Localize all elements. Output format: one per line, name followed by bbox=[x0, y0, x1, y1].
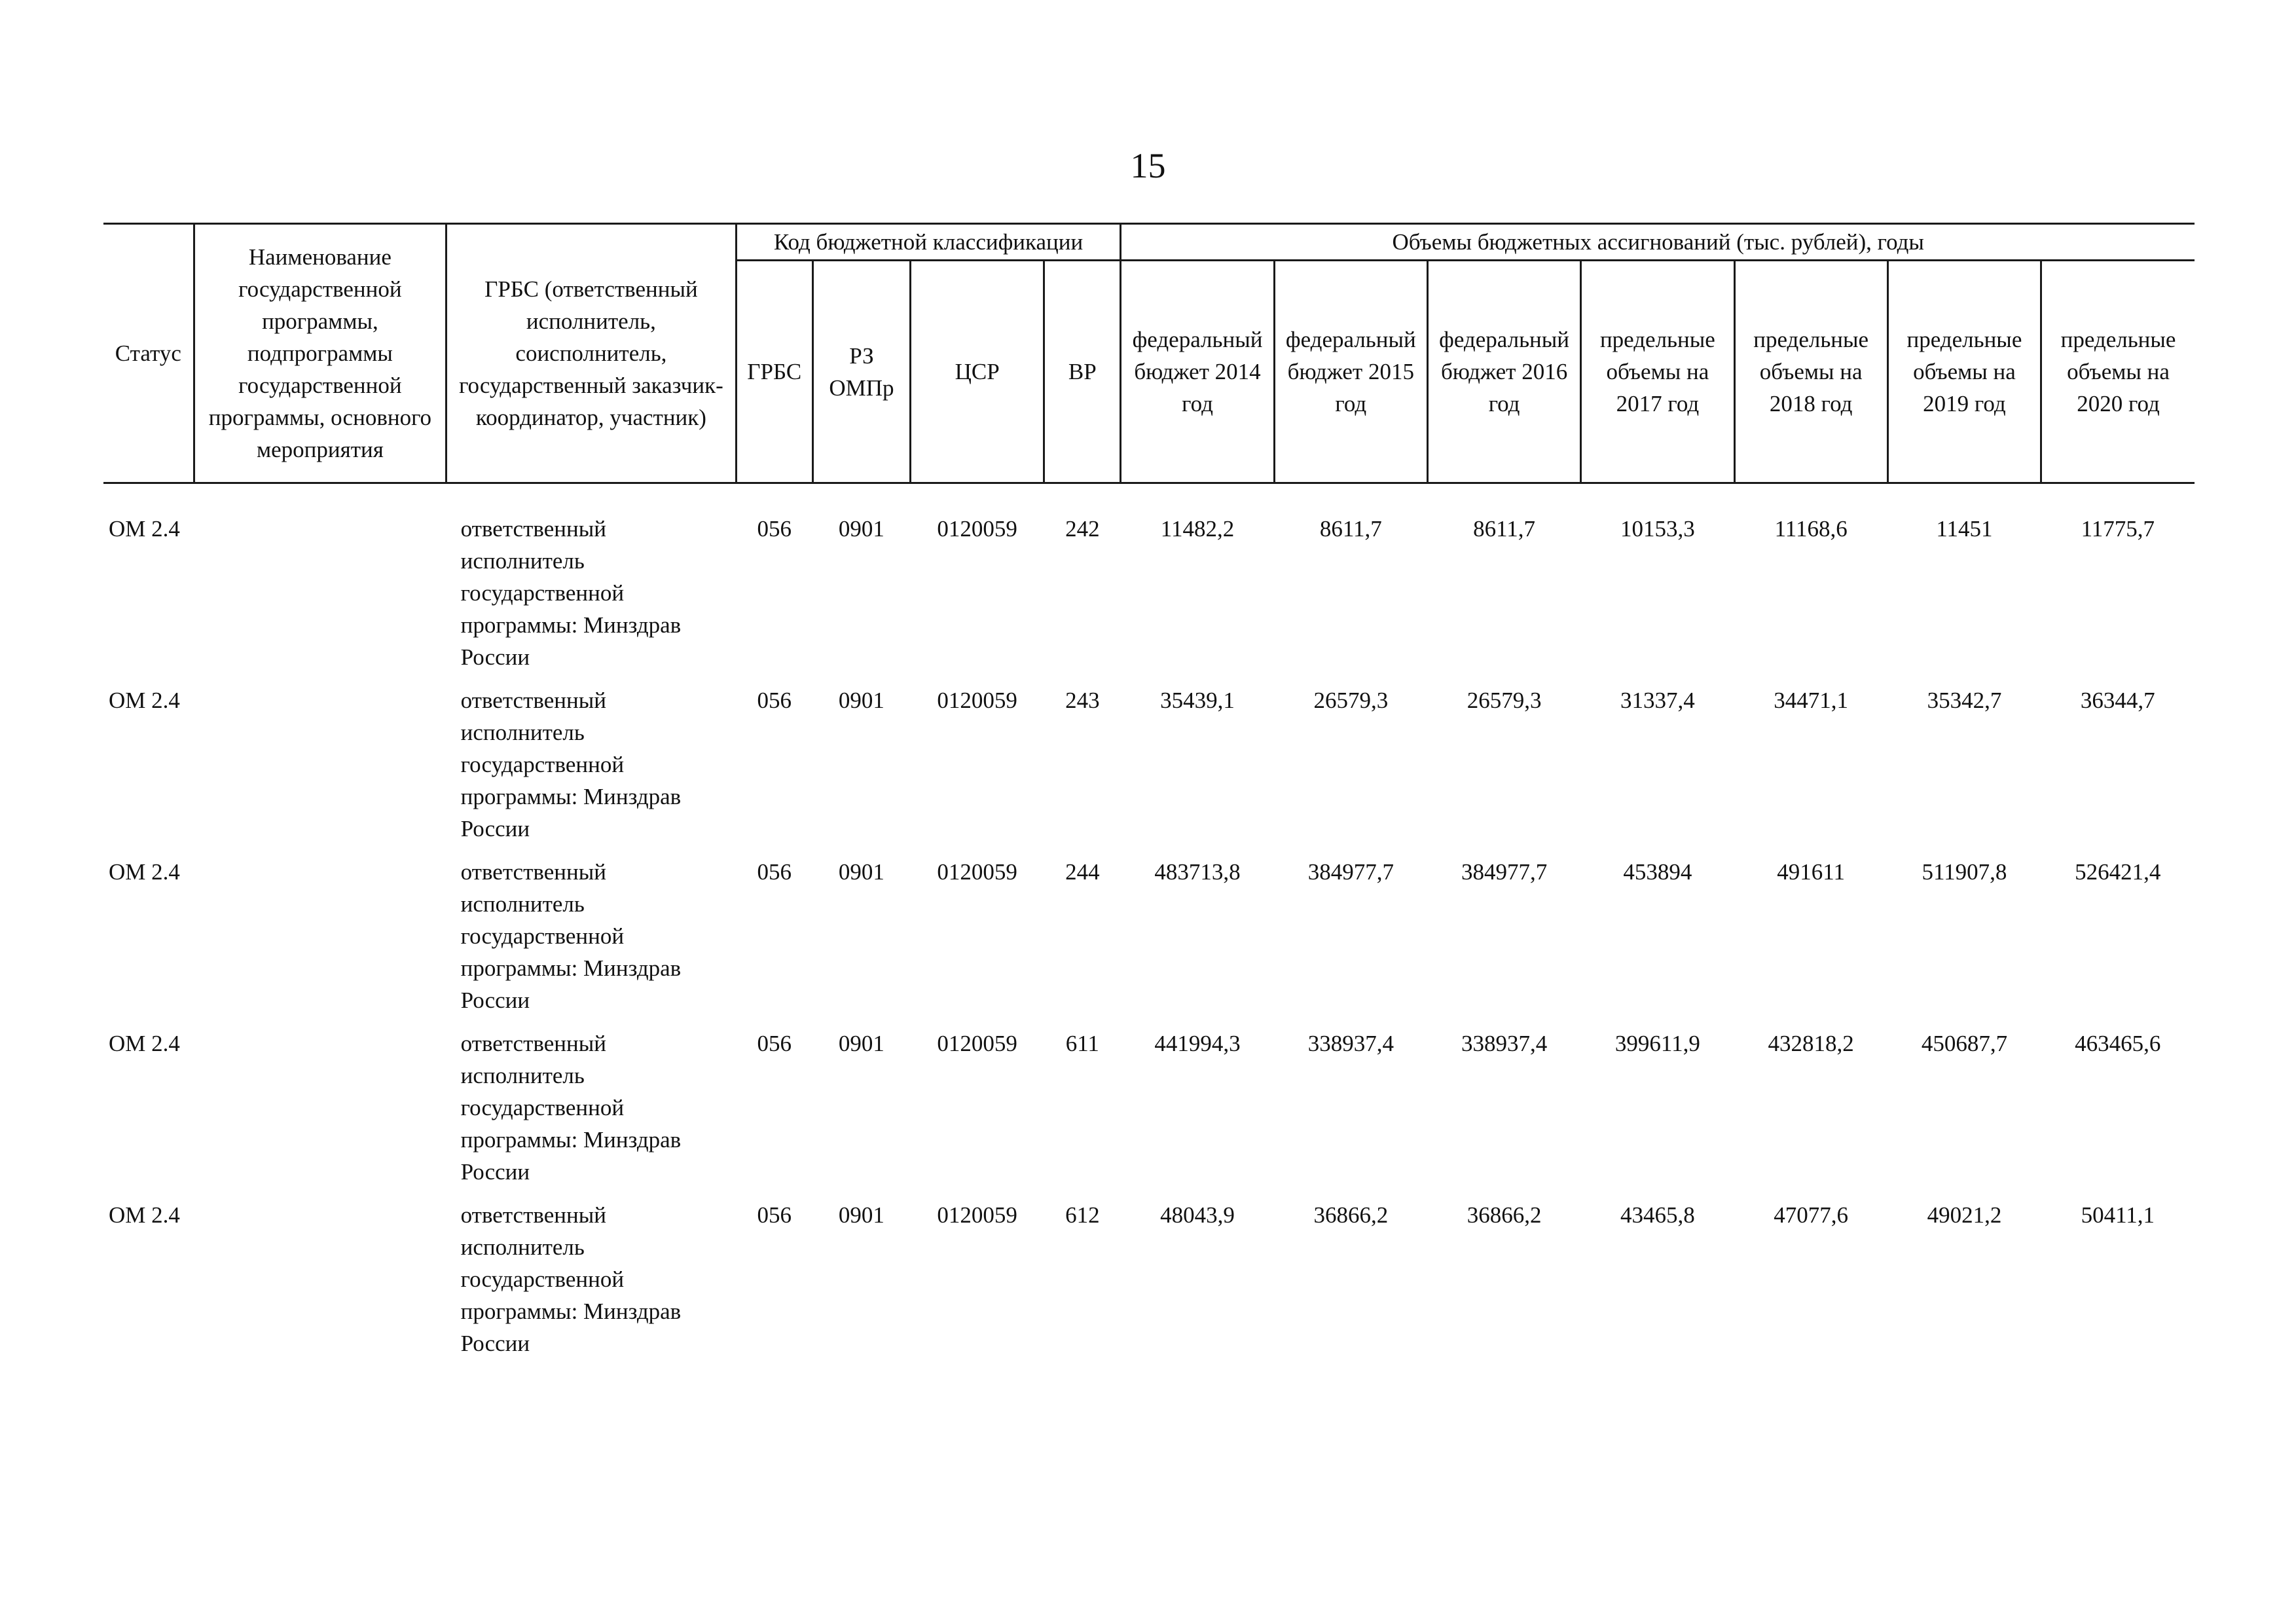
cell-value-2016: 338937,4 bbox=[1461, 1031, 1548, 1056]
cell-code-vr: 612 bbox=[1065, 1202, 1100, 1228]
header-grbs-responsible: ГРБС (ответственный исполнитель, соисполнитель, государственный заказчик-координатор, участник) bbox=[446, 224, 737, 483]
cell-code-rz: 0901 bbox=[838, 688, 884, 713]
cell-code-rz: 0901 bbox=[838, 1202, 884, 1228]
cell-code-grbs: 056 bbox=[757, 688, 792, 713]
cell-value-2014: 441994,3 bbox=[1154, 1031, 1241, 1056]
cell-code-vr: 243 bbox=[1065, 688, 1100, 713]
header-year-2015: федеральный бюджет 2015 год bbox=[1274, 261, 1427, 483]
header-budget-code-group: Код бюджетной классификации bbox=[736, 224, 1121, 261]
header-status: Статус bbox=[103, 224, 194, 483]
table-row bbox=[103, 1027, 2195, 1199]
cell-value-2017: 10153,3 bbox=[1620, 516, 1695, 542]
cell-status: ОМ 2.4 bbox=[109, 516, 180, 542]
cell-program-name bbox=[194, 483, 446, 685]
header-year-2019: предельные объемы на 2019 год bbox=[1887, 261, 2041, 483]
header-code-vr: ВР bbox=[1044, 261, 1121, 483]
page-number: 15 bbox=[1130, 146, 1166, 185]
cell-value-2018: 491611 bbox=[1777, 859, 1845, 885]
cell-status: ОМ 2.4 bbox=[109, 688, 180, 713]
header-year-2020: предельные объемы на 2020 год bbox=[2041, 261, 2195, 483]
cell-value-2018: 47077,6 bbox=[1774, 1202, 1849, 1228]
cell-value-2017: 31337,4 bbox=[1620, 688, 1695, 713]
cell-status: ОМ 2.4 bbox=[109, 859, 180, 885]
cell-code-rz: 0901 bbox=[838, 859, 884, 885]
cell-value-2017: 453894 bbox=[1623, 859, 1692, 885]
cell-code-csr: 0120059 bbox=[937, 688, 1017, 713]
cell-program-name bbox=[194, 856, 446, 1027]
cell-code-csr: 0120059 bbox=[937, 1031, 1017, 1056]
cell-value-2020: 463465,6 bbox=[2075, 1031, 2161, 1056]
cell-value-2014: 35439,1 bbox=[1160, 688, 1235, 713]
table-body bbox=[103, 483, 2195, 1371]
header-budget-volumes-group: Объемы бюджетных ассигнований (тыс. рублей), годы bbox=[1121, 224, 2195, 261]
cell-value-2017: 399611,9 bbox=[1614, 1031, 1700, 1056]
cell-code-vr: 242 bbox=[1065, 516, 1100, 542]
budget-allocation-table bbox=[103, 223, 2195, 1371]
header-year-2017: предельные объемы на 2017 год bbox=[1581, 261, 1734, 483]
cell-value-2016: 384977,7 bbox=[1461, 859, 1548, 885]
cell-code-vr: 611 bbox=[1065, 1031, 1099, 1056]
table-row bbox=[103, 1199, 2195, 1371]
cell-value-2015: 26579,3 bbox=[1313, 688, 1389, 713]
cell-value-2016: 8611,7 bbox=[1473, 516, 1536, 542]
header-year-2014: федеральный бюджет 2014 год bbox=[1121, 261, 1274, 483]
cell-value-2015: 36866,2 bbox=[1313, 1202, 1389, 1228]
cell-value-2014: 483713,8 bbox=[1154, 859, 1241, 885]
cell-grbs-responsible: ответственный исполнитель государственной программы: Минздрав России bbox=[460, 1031, 682, 1185]
cell-value-2020: 50411,1 bbox=[2081, 1202, 2155, 1228]
cell-code-csr: 0120059 bbox=[937, 1202, 1017, 1228]
cell-value-2019: 11451 bbox=[1936, 516, 1993, 542]
cell-value-2014: 48043,9 bbox=[1160, 1202, 1235, 1228]
cell-value-2018: 432818,2 bbox=[1768, 1031, 1854, 1056]
cell-value-2017: 43465,8 bbox=[1620, 1202, 1695, 1228]
cell-grbs-responsible: ответственный исполнитель государственной программы: Минздрав России bbox=[460, 859, 682, 1013]
cell-code-grbs: 056 bbox=[757, 859, 792, 885]
cell-status: ОМ 2.4 bbox=[109, 1202, 180, 1228]
cell-value-2020: 36344,7 bbox=[2080, 688, 2155, 713]
cell-status: ОМ 2.4 bbox=[109, 1031, 180, 1056]
header-code-grbs: ГРБС bbox=[736, 261, 812, 483]
header-year-2016: федеральный бюджет 2016 год bbox=[1427, 261, 1580, 483]
cell-value-2019: 35342,7 bbox=[1927, 688, 2002, 713]
cell-code-grbs: 056 bbox=[757, 1202, 792, 1228]
table-row bbox=[103, 483, 2195, 685]
cell-value-2014: 11482,2 bbox=[1160, 516, 1235, 542]
cell-code-grbs: 056 bbox=[757, 1031, 792, 1056]
cell-grbs-responsible: ответственный исполнитель государственной программы: Минздрав России bbox=[460, 1202, 682, 1356]
cell-value-2015: 384977,7 bbox=[1307, 859, 1394, 885]
cell-program-name bbox=[194, 1199, 446, 1371]
cell-value-2019: 450687,7 bbox=[1921, 1031, 2008, 1056]
table-row bbox=[103, 856, 2195, 1027]
header-code-rz: РЗ ОМПр bbox=[812, 261, 910, 483]
cell-value-2016: 36866,2 bbox=[1467, 1202, 1542, 1228]
table-header bbox=[103, 224, 2195, 483]
cell-value-2018: 11168,6 bbox=[1774, 516, 1848, 542]
cell-value-2019: 49021,2 bbox=[1927, 1202, 2002, 1228]
table-row bbox=[103, 684, 2195, 856]
cell-grbs-responsible: ответственный исполнитель государственной программы: Минздрав России bbox=[460, 688, 682, 841]
header-code-csr: ЦСР bbox=[911, 261, 1044, 483]
cell-value-2016: 26579,3 bbox=[1467, 688, 1542, 713]
cell-program-name bbox=[194, 684, 446, 856]
cell-value-2020: 11775,7 bbox=[2081, 516, 2155, 542]
cell-value-2015: 338937,4 bbox=[1307, 1031, 1394, 1056]
cell-value-2015: 8611,7 bbox=[1319, 516, 1382, 542]
cell-program-name bbox=[194, 1027, 446, 1199]
header-year-2018: предельные объемы на 2018 год bbox=[1734, 261, 1887, 483]
cell-code-grbs: 056 bbox=[757, 516, 792, 542]
cell-code-rz: 0901 bbox=[838, 516, 884, 542]
cell-value-2020: 526421,4 bbox=[2075, 859, 2161, 885]
header-program-name: Наименование государственной программы, подпрограммы государственной программы, основного мероприятия bbox=[194, 224, 446, 483]
cell-value-2018: 34471,1 bbox=[1774, 688, 1849, 713]
cell-code-vr: 244 bbox=[1065, 859, 1100, 885]
cell-code-rz: 0901 bbox=[838, 1031, 884, 1056]
cell-grbs-responsible: ответственный исполнитель государственной программы: Минздрав России bbox=[460, 516, 682, 670]
cell-value-2019: 511907,8 bbox=[1922, 859, 2007, 885]
cell-code-csr: 0120059 bbox=[937, 859, 1017, 885]
cell-code-csr: 0120059 bbox=[937, 516, 1017, 542]
